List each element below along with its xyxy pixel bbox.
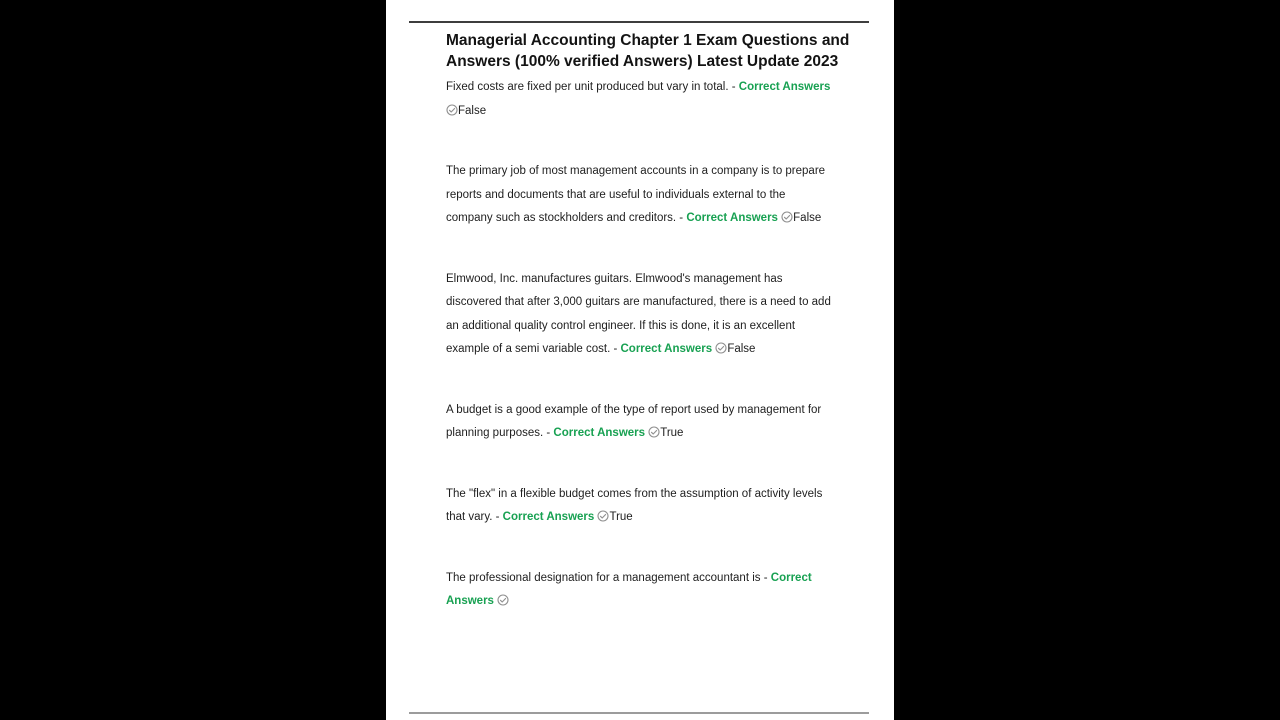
answer-text xyxy=(781,212,821,224)
title-line: Managerial Accounting Chapter 1 Exam Questions and xyxy=(446,32,850,49)
question-text: an additional quality control engineer. If this is done, it is an excellent xyxy=(446,319,796,332)
answer-value: False xyxy=(727,343,756,355)
question-text: company such as stockholders and creditors. - xyxy=(446,212,684,224)
qa-line xyxy=(446,567,846,591)
question-text: The "flex" in a flexible budget comes from the assumption of activity levels xyxy=(446,487,823,500)
qa-item xyxy=(446,76,846,123)
qa-line xyxy=(446,590,846,614)
qa-line xyxy=(446,291,846,315)
document-title xyxy=(446,30,850,72)
question-text: reports and documents that are useful to individuals external to the xyxy=(446,188,786,201)
correct-answers-label: Correct xyxy=(770,571,812,584)
qa-item xyxy=(446,399,846,446)
qa-line xyxy=(446,422,846,446)
question-text: A budget is a good example of the type of report used by management for xyxy=(446,403,822,416)
question-text: example of a semi variable cost. - xyxy=(446,343,618,355)
document-page xyxy=(386,0,894,720)
qa-item xyxy=(446,268,846,362)
answer-text xyxy=(648,427,683,439)
answer-value: True xyxy=(609,511,633,523)
check-circle-icon xyxy=(781,211,793,223)
question-text: that vary. - xyxy=(446,511,500,523)
qa-line xyxy=(446,160,846,184)
answer-text xyxy=(715,343,755,355)
qa-line xyxy=(446,338,846,362)
qa-line xyxy=(446,76,846,100)
correct-answers-label: Correct Answers xyxy=(686,212,778,224)
question-text: discovered that after 3,000 guitars are manufactured, there is a need to add xyxy=(446,296,831,308)
answer-value: True xyxy=(660,427,684,439)
question-text: Elmwood, Inc. manufactures guitars. Elmwood's management has xyxy=(446,272,783,285)
answer-value: False xyxy=(458,104,487,117)
answer-text xyxy=(597,511,632,523)
qa-line xyxy=(446,268,846,292)
qa-line xyxy=(446,100,846,124)
correct-answers-label: Correct Answers xyxy=(738,81,831,93)
question-text: Fixed costs are fixed per unit produced but vary in total. - xyxy=(446,81,736,93)
qa-line xyxy=(446,315,846,339)
correct-answers-label: Correct Answers xyxy=(502,511,595,523)
question-text: The professional designation for a management accountant is - xyxy=(446,571,768,584)
title-line: Answers (100% verified Answers) Latest Update 2023 xyxy=(446,53,839,70)
bottom-rule xyxy=(409,712,869,714)
question-text: The primary job of most management accounts in a company is to prepare xyxy=(446,165,826,177)
correct-answers-label: Answers xyxy=(446,595,494,607)
qa-line xyxy=(446,184,846,208)
qa-line xyxy=(446,506,846,530)
document-content xyxy=(446,30,850,651)
check-circle-icon xyxy=(597,510,609,522)
qa-line xyxy=(446,207,846,231)
check-circle-icon xyxy=(497,594,509,606)
correct-answers-label: Correct Answers xyxy=(620,343,713,355)
correct-answers-label: Correct Answers xyxy=(553,427,646,439)
qa-line xyxy=(446,483,846,507)
answer-value: False xyxy=(793,212,822,224)
qa-item xyxy=(446,483,846,530)
top-rule xyxy=(409,21,869,23)
check-circle-icon xyxy=(648,426,660,438)
question-text: planning purposes. - xyxy=(446,427,551,439)
qa-item xyxy=(446,160,846,231)
qa-item xyxy=(446,567,846,614)
check-circle-icon xyxy=(446,104,458,116)
answer-text xyxy=(446,105,486,117)
answer-text xyxy=(497,595,509,607)
check-circle-icon xyxy=(715,342,727,354)
qa-line xyxy=(446,399,846,423)
